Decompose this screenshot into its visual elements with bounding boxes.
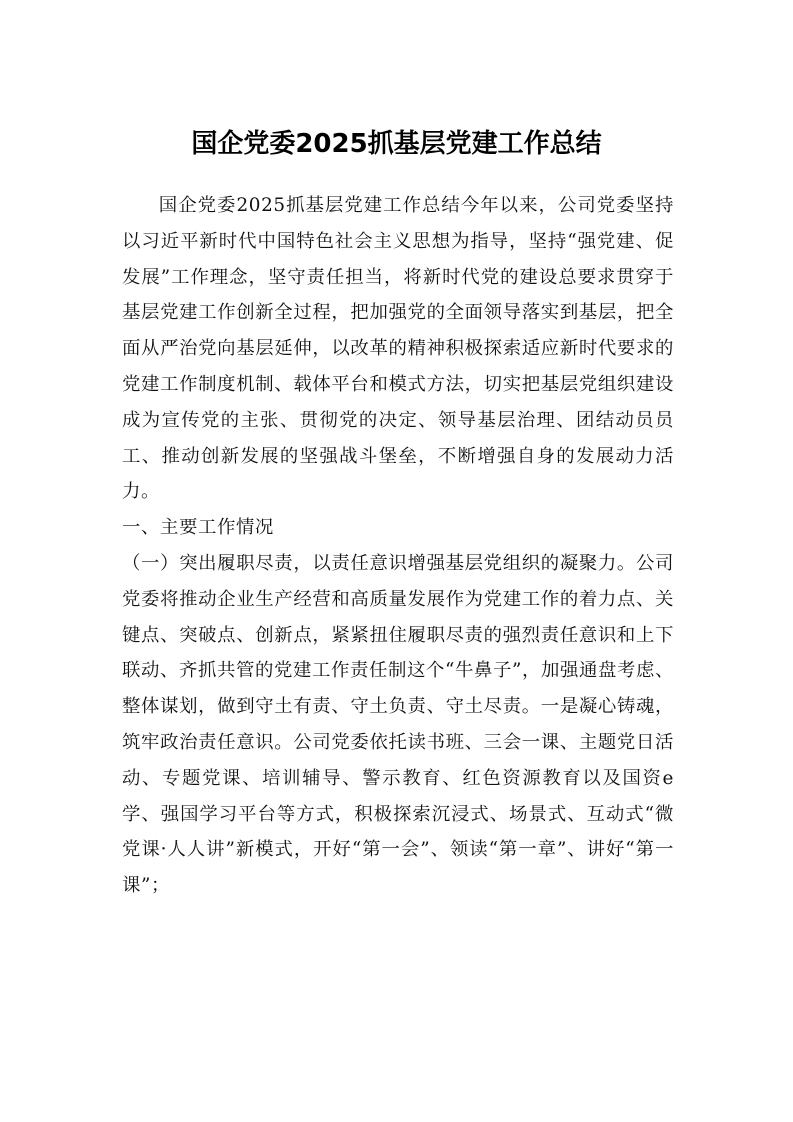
document-title: 国企党委2025抓基层党建工作总结 bbox=[191, 129, 602, 159]
section-heading: 一、主要工作情况 bbox=[122, 517, 274, 539]
intro-paragraph: 国企党委2025抓基层党建工作总结今年以来，公司党委坚持以习近平新时代中国特色社会主义思想为指导，坚持“强党建、促发展”工作理念，坚守责任担当，将新时代党的建设总要求贯穿于基层党建工作创新全过程，把加强党的全面领导落实到基层，把全面从严治党向基层延伸，以改革的精神积极探索适应新时代要求的党建工作制度机制、载体平台和模式方法，切实把基层党组织建设成为宣传党的主张、贯彻党的决定、领导基层治理、团结动员员工、推动创新发展的坚强战斗堡垒，不断增强自身的发展动力活力。 bbox=[122, 195, 674, 503]
subsection-paragraph: （一）突出履职尽责，以责任意识增强基层党组织的凝聚力。公司党委将推动企业生产经营和高质量发展作为党建工作的着力点、关键点、突破点、创新点，紧紧扭住履职尽责的强烈责任意识和上下联动、齐抓共管的党建工作责任制这个“牛鼻子”，加强通盘考虑、整体谋划，做到守土有责、守土负责、守土尽责。一是凝心铸魂，筑牢政治责任意识。公司党委依托读书班、三会一课、主题党日活动、专题党课、培训辅导、警示教育、红色资源教育以及国资e学、强国学习平台等方式，积极探索沉浸式、场景式、互动式“微党课·人人讲”新模式，开好“第一会”、领读“第一章”、讲好“第一课”； bbox=[122, 552, 674, 897]
document-body bbox=[122, 188, 674, 904]
